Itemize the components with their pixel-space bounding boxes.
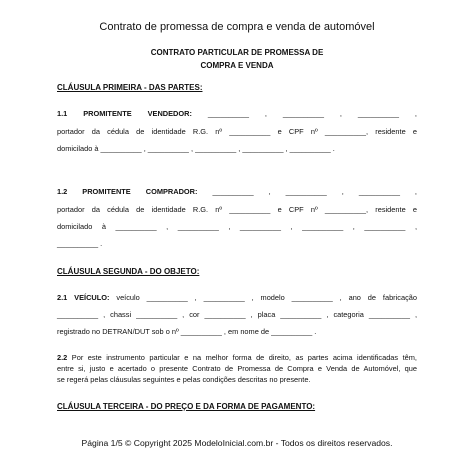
buyer-line-2: portador da cédula de identidade R.G. nº __________ e CPF nº __________, residente e [57, 205, 417, 214]
buyer-line-1-fields: __________ , __________ , __________ , [212, 187, 417, 196]
clause-1-heading: CLÁUSULA PRIMEIRA - DAS PARTES: [57, 83, 203, 92]
page-footer: Página 1/5 © Copyright 2025 ModeloInicial.com.br - Todos os direitos reservados. [81, 438, 393, 448]
vehicle-line-3: registrado no DETRAN/DUT sob o nº __________ , em nome de __________ . [57, 327, 317, 336]
buyer-line-3: domicilado à __________ , __________ , __________ , __________ , __________ , [57, 222, 417, 231]
buyer-label: 1.2 PROMITENTE COMPRADOR: [57, 187, 198, 196]
p22-line-1 [57, 353, 417, 362]
contract-title-line-1: CONTRATO PARTICULAR DE PROMESSA DE [150, 48, 324, 57]
seller-label: 1.1 PROMITENTE VENDEDOR: [57, 109, 192, 118]
vehicle-line-2: __________ , chassi __________ , cor __________ , placa __________ , categoria __________ , [57, 310, 417, 319]
buyer-line-1 [57, 187, 417, 196]
seller-line-3: domicilado à __________ , __________ , __________ , __________ , __________ . [57, 144, 335, 153]
contract-title-line-2: COMPRA E VENDA [200, 61, 274, 70]
vehicle-line-1-fields: veículo __________ , __________ , modelo __________ , ano de fabricação [116, 293, 418, 302]
seller-line-2: portador da cédula de identidade R.G. nº __________ e CPF nº __________, residente e [57, 127, 417, 136]
clause-2-heading: CLÁUSULA SEGUNDA - DO OBJETO: [57, 267, 200, 276]
clause-3-heading: CLÁUSULA TERCEIRA - DO PREÇO E DA FORMA DE PAGAMENTO: [57, 402, 316, 411]
p22-label: 2.2 [57, 353, 68, 362]
vehicle-label: 2.1 VEÍCULO: [57, 293, 110, 302]
p22-line-3: se regerá pelas cláusulas seguintes e pelas condições descritas no presente. [57, 375, 311, 384]
buyer-line-4: __________ . [57, 239, 103, 248]
page-title: Contrato de promessa de compra e venda de automóvel [99, 21, 375, 33]
seller-line-1 [57, 109, 417, 118]
p22-line-2: entre si, justo e acertado o presente Contrato de Promessa de Compra e Venda de Automóvel, que [57, 364, 417, 373]
p22-line-1-text: Por este instrumento particular e na melhor forma de direito, as partes acima identificadas têm, [71, 353, 417, 362]
seller-line-1-fields: __________ , __________ , __________ , [207, 109, 417, 118]
vehicle-line-1 [57, 293, 417, 302]
contract-title [0, 46, 474, 72]
